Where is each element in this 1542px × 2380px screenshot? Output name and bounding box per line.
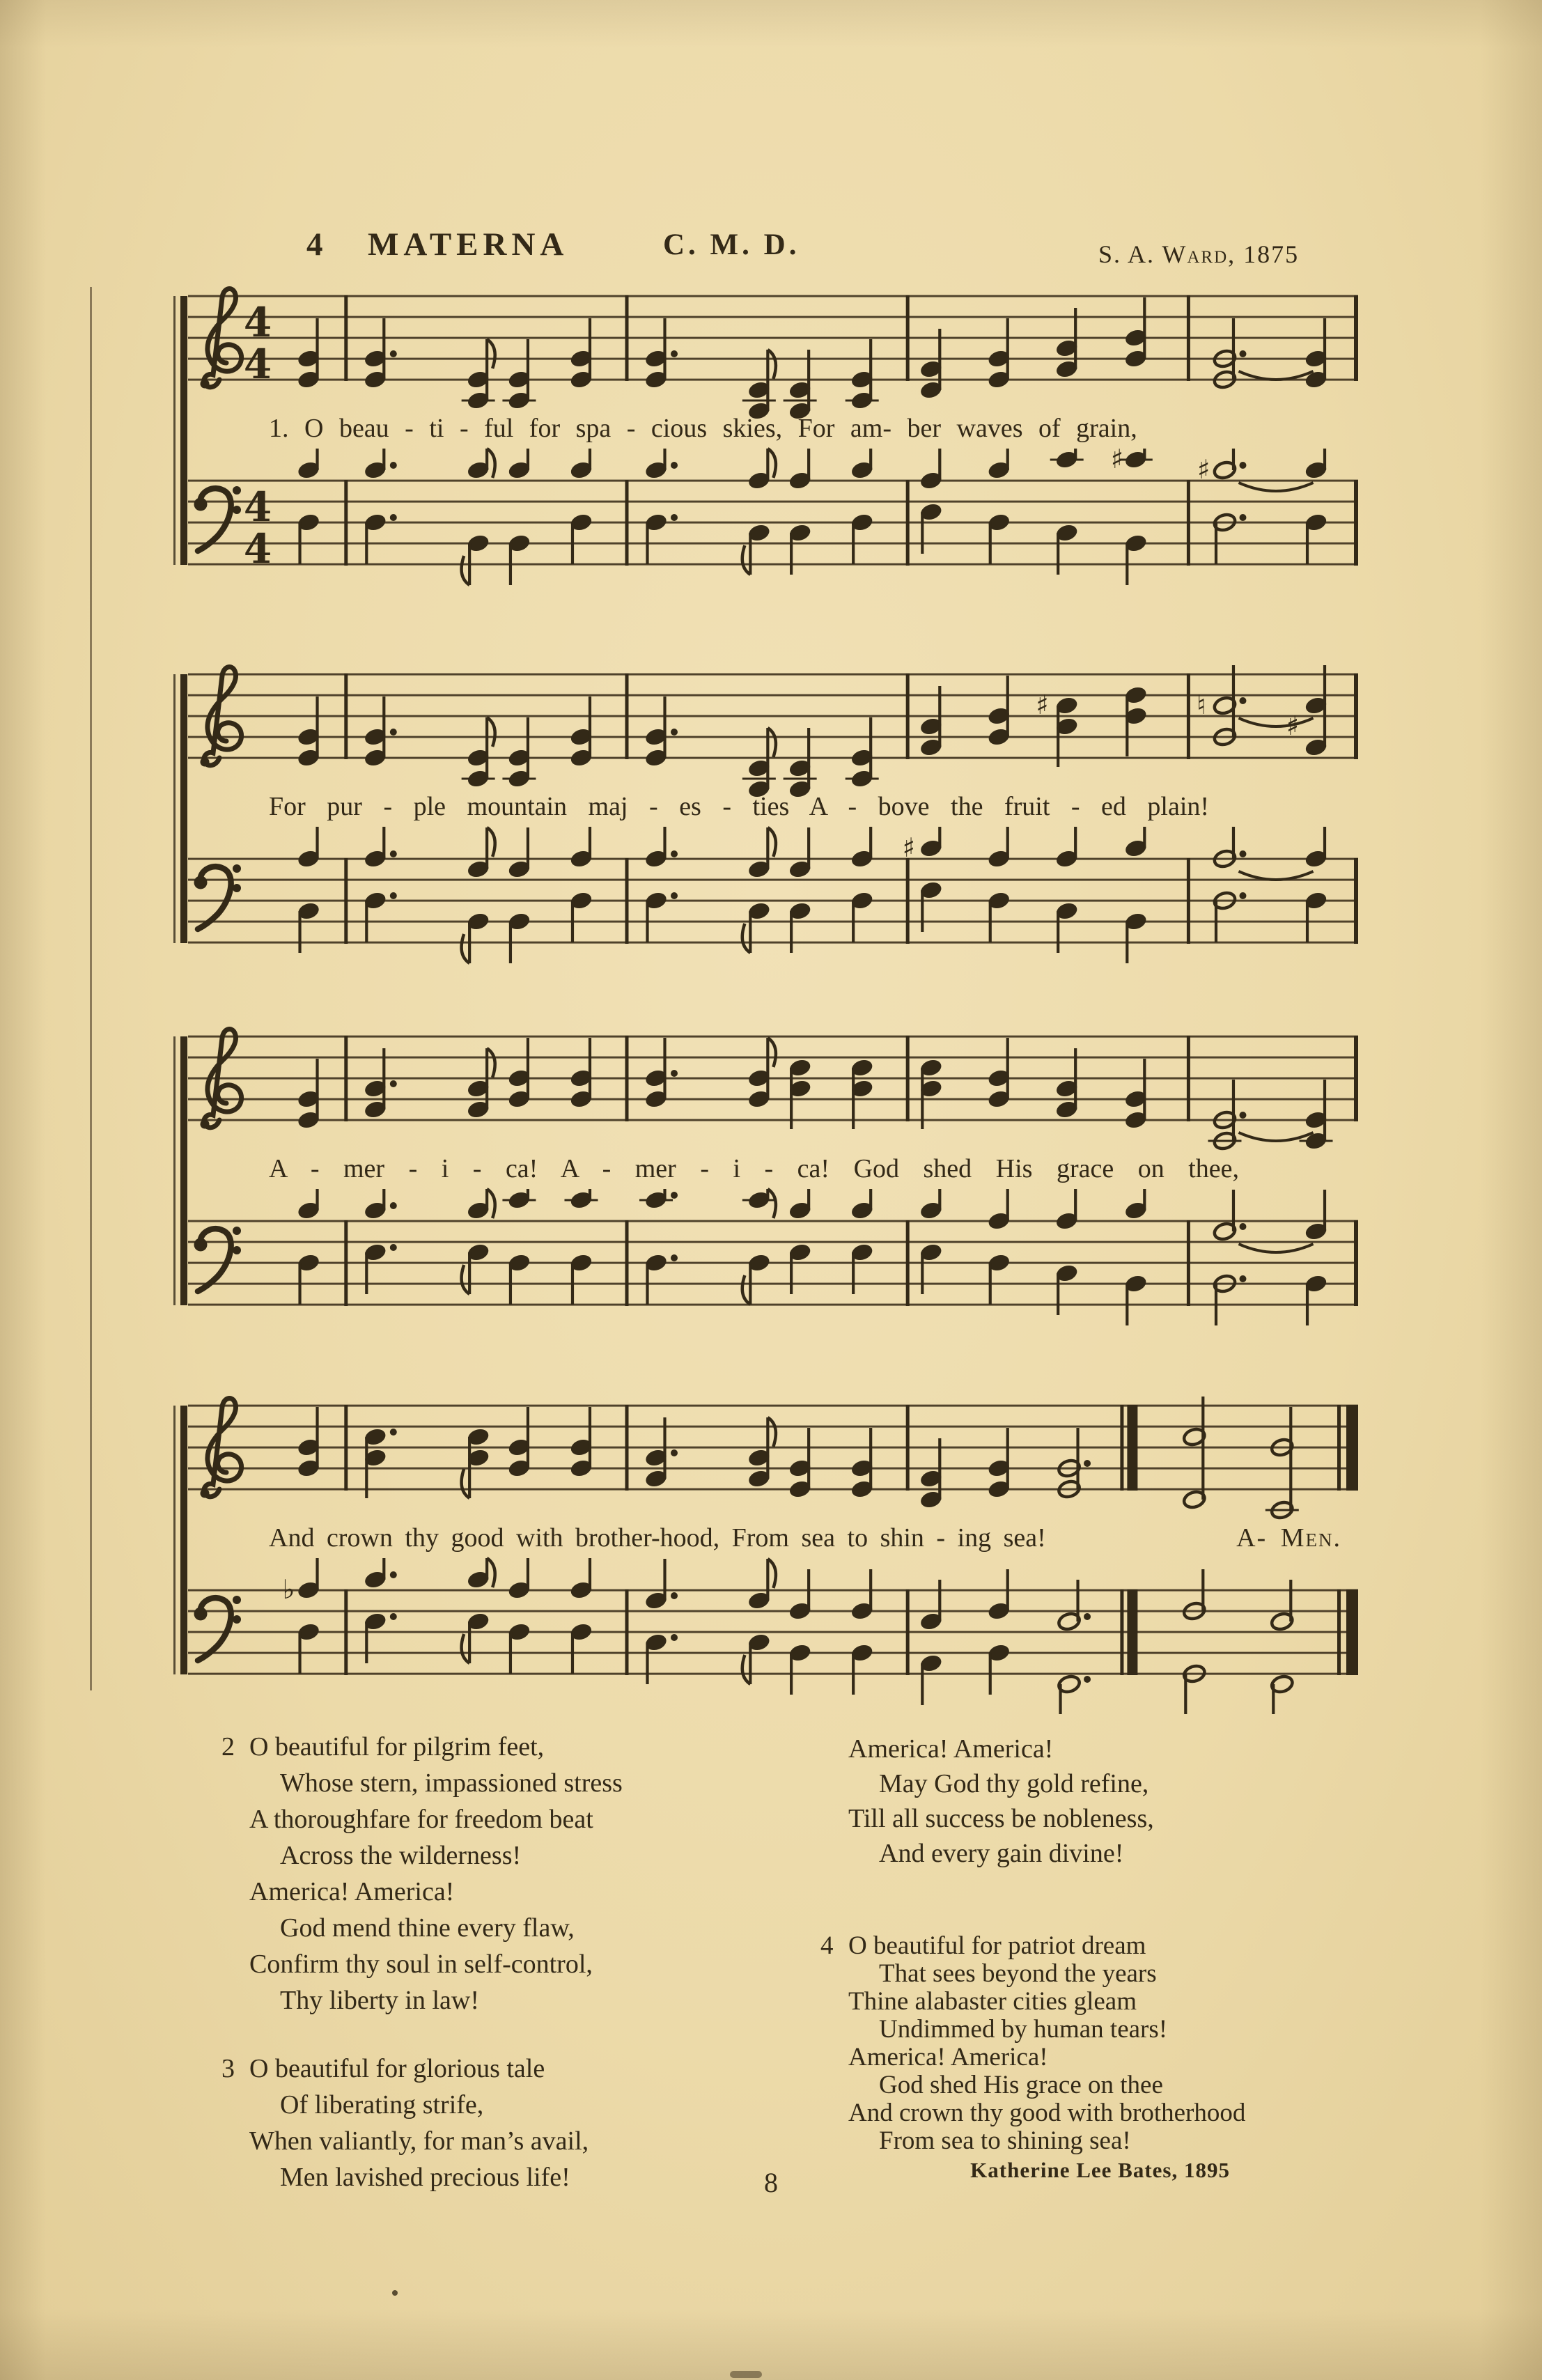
note-chord	[1123, 685, 1148, 756]
note-chord	[850, 449, 874, 564]
verse-line: 2 O beautiful for pilgrim feet,	[221, 1729, 779, 1765]
bass-staff-group	[188, 827, 1358, 963]
barline	[625, 295, 629, 381]
svg-text:4: 4	[243, 341, 272, 388]
barline	[344, 1405, 348, 1491]
tie-curve	[1238, 371, 1313, 380]
note-chord	[742, 728, 776, 800]
note-chord	[987, 318, 1011, 390]
barline	[625, 1405, 629, 1491]
bass-staff	[188, 824, 1358, 986]
note-chord	[297, 449, 321, 564]
note-chord	[644, 827, 678, 942]
barline	[344, 858, 348, 944]
bass-clef-icon	[194, 1596, 242, 1660]
note-chord	[502, 339, 536, 411]
note-chord	[1304, 827, 1328, 942]
note-chord	[919, 1438, 943, 1510]
verse-column-right	[820, 1732, 1421, 2183]
note-chord	[987, 1038, 1011, 1110]
time-signature	[244, 299, 272, 388]
treble-staff	[188, 261, 1358, 423]
note-chord	[1054, 695, 1079, 767]
note-chord	[1182, 1397, 1206, 1510]
hymn-meter: C. M. D.	[663, 228, 800, 261]
note-chord	[462, 339, 495, 411]
verse-column-left	[221, 1729, 779, 2227]
note-chord	[1123, 1059, 1148, 1130]
lyric-text: For pur - ple mountain maj - es - ties A - bove the fruit - ed plain!	[269, 792, 1210, 821]
scan-speck	[730, 2371, 762, 2378]
barline	[625, 1036, 629, 1121]
note-chord	[363, 449, 397, 564]
verse-line: May God thy gold refine,	[879, 1769, 1149, 1798]
note-chord	[1213, 665, 1247, 747]
note-chord	[1054, 1048, 1079, 1120]
note-chord	[919, 1580, 943, 1705]
note-chord	[1123, 297, 1148, 369]
verse-line: A thoroughfare for freedom beat	[249, 1805, 593, 1834]
verse-line: Confirm thy soul in self-control,	[249, 1950, 593, 1979]
treble-staff-group	[188, 1029, 1358, 1151]
barline	[344, 1036, 348, 1121]
verse-line: Thine alabaster cities gleam	[848, 1987, 1137, 2016]
note-chord	[987, 676, 1011, 747]
barline	[906, 1589, 910, 1675]
note-chord	[502, 1189, 536, 1305]
bass-staff	[188, 1186, 1358, 1348]
lyric-line-3	[269, 1153, 1341, 1184]
barline	[906, 1220, 910, 1306]
system-barline-thin	[173, 674, 176, 943]
verse-3-continued	[820, 1732, 1421, 1871]
treble-staff-group	[188, 1397, 1358, 1520]
note-chord	[850, 1428, 874, 1500]
note-chord	[639, 1189, 678, 1305]
tie-curve	[1238, 483, 1313, 491]
note-chord	[1304, 449, 1328, 564]
verse-line: Whose stern, impassioned stress	[280, 1768, 623, 1798]
note-chord	[788, 827, 812, 953]
note-chord	[297, 1059, 321, 1130]
verse-line: America! America!	[848, 2043, 1048, 2071]
accidental-icon: ♯	[1110, 446, 1124, 474]
lyric-text: And crown thy good with brother-hood, From sea to shin - ing sea!	[269, 1523, 1046, 1553]
verse-line: That sees beyond the years	[879, 1959, 1157, 1988]
accidental-icon: ♮	[1197, 690, 1206, 720]
note-chord	[747, 1417, 776, 1489]
barline	[344, 674, 348, 759]
note-chord	[507, 1558, 531, 1674]
note-chord	[919, 686, 943, 758]
system-barline-thin	[173, 1036, 176, 1305]
note-chord	[987, 1428, 1011, 1500]
accidental-icon: ♭	[282, 1574, 295, 1605]
note-chord	[784, 728, 817, 800]
note-chord	[466, 1048, 495, 1120]
note-chord	[1304, 318, 1328, 390]
verse-line: God shed His grace on thee	[879, 2071, 1163, 2099]
scan-speck	[392, 2290, 398, 2296]
system-barline	[180, 296, 187, 565]
note-chord	[297, 827, 321, 953]
treble-staff	[188, 1371, 1358, 1532]
note-chord	[850, 1057, 874, 1129]
barline	[625, 1220, 629, 1306]
note-chord	[1213, 827, 1247, 942]
system-barline-thin	[173, 1406, 176, 1674]
note-chord	[846, 339, 879, 411]
note-chord	[1050, 449, 1084, 575]
bass-staff-group	[188, 1558, 1358, 1714]
barline	[1187, 480, 1190, 566]
accidental-icon: ♯	[1036, 690, 1049, 720]
treble-staff	[188, 639, 1358, 801]
note-chord	[507, 1407, 531, 1479]
note-chord	[1270, 1580, 1294, 1714]
svg-text:4: 4	[243, 299, 272, 346]
bass-staff-group	[188, 446, 1358, 585]
verse-line: 3 O beautiful for glorious tale	[221, 2051, 779, 2087]
hymn-number: 4	[306, 226, 323, 263]
barline	[344, 1589, 348, 1675]
verse-line: And crown thy good with brotherhood	[848, 2099, 1246, 2127]
bass-clef-icon	[194, 1227, 242, 1291]
tie-curve	[1238, 718, 1313, 726]
verse-line: When valiantly, for man’s avail,	[249, 2126, 589, 2156]
bass-clef-icon	[194, 486, 242, 551]
system-barline	[180, 674, 187, 943]
verse-line: From sea to shining sea!	[879, 2126, 1131, 2155]
accidental-icon: ♯	[1286, 710, 1300, 741]
verse-2	[221, 1729, 779, 2019]
verse-line: 4 O beautiful for patriot dream	[820, 1931, 1146, 1960]
accidental-icon: ♯	[1197, 454, 1210, 485]
note-chord	[1054, 1189, 1079, 1315]
note-chord	[1054, 308, 1079, 380]
note-chord	[846, 717, 879, 789]
music-system-4	[188, 1392, 1358, 1698]
note-chord	[564, 1189, 598, 1305]
note-chord	[569, 827, 593, 942]
accidental-icon: ♯	[902, 832, 916, 863]
note-chord	[788, 1057, 812, 1129]
barline	[1187, 1036, 1190, 1121]
note-chord	[297, 1558, 321, 1674]
barline	[625, 858, 629, 944]
treble-staff-group	[188, 665, 1358, 800]
music-system-3	[188, 1022, 1358, 1329]
lyric-text: A - mer - i - ca! A - mer - i - ca! God shed His grace on thee,	[269, 1154, 1239, 1183]
barline	[344, 1220, 348, 1306]
bass-staff	[188, 446, 1358, 607]
lyric-line-2	[269, 791, 1341, 822]
note-chord	[569, 1558, 593, 1674]
note-chord	[569, 449, 593, 564]
note-chord	[919, 329, 943, 400]
tie-curve	[1238, 871, 1313, 880]
note-chord	[987, 1189, 1011, 1305]
lyric-line-1	[269, 413, 1341, 444]
barline	[1187, 1220, 1190, 1306]
note-chord	[297, 697, 321, 768]
system-barline	[180, 1036, 187, 1305]
svg-text:4: 4	[243, 483, 272, 531]
note-chord	[569, 1038, 593, 1110]
amen-label: A- Men.	[1236, 1523, 1341, 1553]
barline	[1187, 295, 1190, 381]
note-chord	[297, 1189, 321, 1305]
barline	[906, 1036, 910, 1121]
treble-staff-group	[188, 289, 1358, 421]
verse-4	[820, 1932, 1421, 2155]
note-chord	[363, 1426, 397, 1498]
verse-line: Across the wilderness!	[280, 1841, 522, 1870]
note-chord	[850, 827, 874, 942]
note-chord	[1265, 1407, 1299, 1520]
note-chord	[363, 1048, 397, 1120]
note-chord	[919, 1057, 943, 1129]
note-chord	[297, 318, 321, 390]
verse-line: Of liberating strife,	[280, 2090, 484, 2120]
music-system-2	[188, 660, 1358, 967]
tie-curve	[1238, 1244, 1313, 1252]
note-chord	[462, 717, 495, 789]
verse-number: 3	[221, 2054, 235, 2083]
verse-line: Thy liberty in law!	[280, 1986, 479, 2015]
page-gutter-line	[90, 287, 92, 1690]
note-chord	[507, 1038, 531, 1110]
barline	[1187, 674, 1190, 759]
note-chord	[569, 318, 593, 390]
verse-line: Till all success be nobleness,	[848, 1804, 1154, 1833]
note-chord	[297, 1407, 321, 1479]
note-chord	[1057, 1580, 1091, 1714]
note-chord	[788, 1428, 812, 1500]
note-chord	[987, 827, 1011, 942]
barline	[625, 1589, 629, 1675]
note-chord	[987, 449, 1011, 564]
verse-number: 2	[221, 1732, 235, 1761]
note-chord	[462, 1426, 491, 1498]
lyric-line-4	[269, 1523, 1341, 1553]
barline	[1187, 858, 1190, 944]
note-chord	[502, 717, 536, 789]
note-chord	[363, 827, 397, 942]
barline	[344, 295, 348, 381]
note-chord	[569, 697, 593, 768]
bass-staff-group	[188, 1189, 1358, 1325]
verse-line: America! America!	[848, 1734, 1054, 1764]
barline	[906, 858, 910, 944]
note-chord	[784, 350, 817, 421]
barline	[625, 480, 629, 566]
note-chord	[1304, 665, 1328, 758]
lyric-text: 1. O beau - ti - ful for spa - cious skies, For am- ber waves of grain,	[269, 414, 1137, 443]
system-barline-thin	[173, 296, 176, 565]
time-signature	[244, 483, 272, 573]
note-chord	[1208, 1080, 1246, 1151]
svg-text:4: 4	[243, 525, 272, 573]
note-chord	[1054, 827, 1079, 953]
page-number: 8	[764, 2167, 778, 2198]
treble-staff	[188, 1002, 1358, 1163]
barline	[625, 674, 629, 759]
verse-line: America! America!	[249, 1877, 455, 1906]
verse-line: Men lavished precious life!	[280, 2163, 570, 2192]
verse-line: God mend thine every flaw,	[280, 1913, 575, 1943]
system-barline	[180, 1406, 187, 1674]
note-chord	[644, 449, 678, 564]
note-chord	[742, 449, 776, 575]
note-chord	[644, 1559, 678, 1684]
music-system-1	[188, 282, 1358, 589]
verse-line: Undimmed by human tears!	[879, 2015, 1168, 2044]
note-chord	[644, 1417, 678, 1489]
note-chord	[569, 1407, 593, 1479]
barline	[906, 1405, 910, 1491]
note-chord	[742, 1189, 776, 1305]
note-chord	[742, 827, 776, 953]
author-credit: Katherine Lee Bates, 1895	[970, 2158, 1230, 2182]
bass-clef-icon	[194, 864, 242, 929]
barline	[906, 480, 910, 566]
tie-curve	[1238, 1133, 1313, 1141]
verse-line: And every gain divine!	[879, 1839, 1124, 1868]
bass-staff	[188, 1555, 1358, 1717]
verse-number: 4	[820, 1931, 834, 1960]
barline	[906, 674, 910, 759]
note-chord	[742, 1559, 776, 1684]
barline	[906, 295, 910, 381]
note-chord	[1300, 1080, 1333, 1151]
note-chord	[788, 449, 812, 575]
composer-credit: S. A. Ward, 1875	[1098, 240, 1300, 268]
barline	[344, 480, 348, 566]
hymn-title: MATERNA	[368, 226, 569, 263]
note-chord	[742, 350, 776, 421]
note-chord	[1213, 449, 1247, 564]
